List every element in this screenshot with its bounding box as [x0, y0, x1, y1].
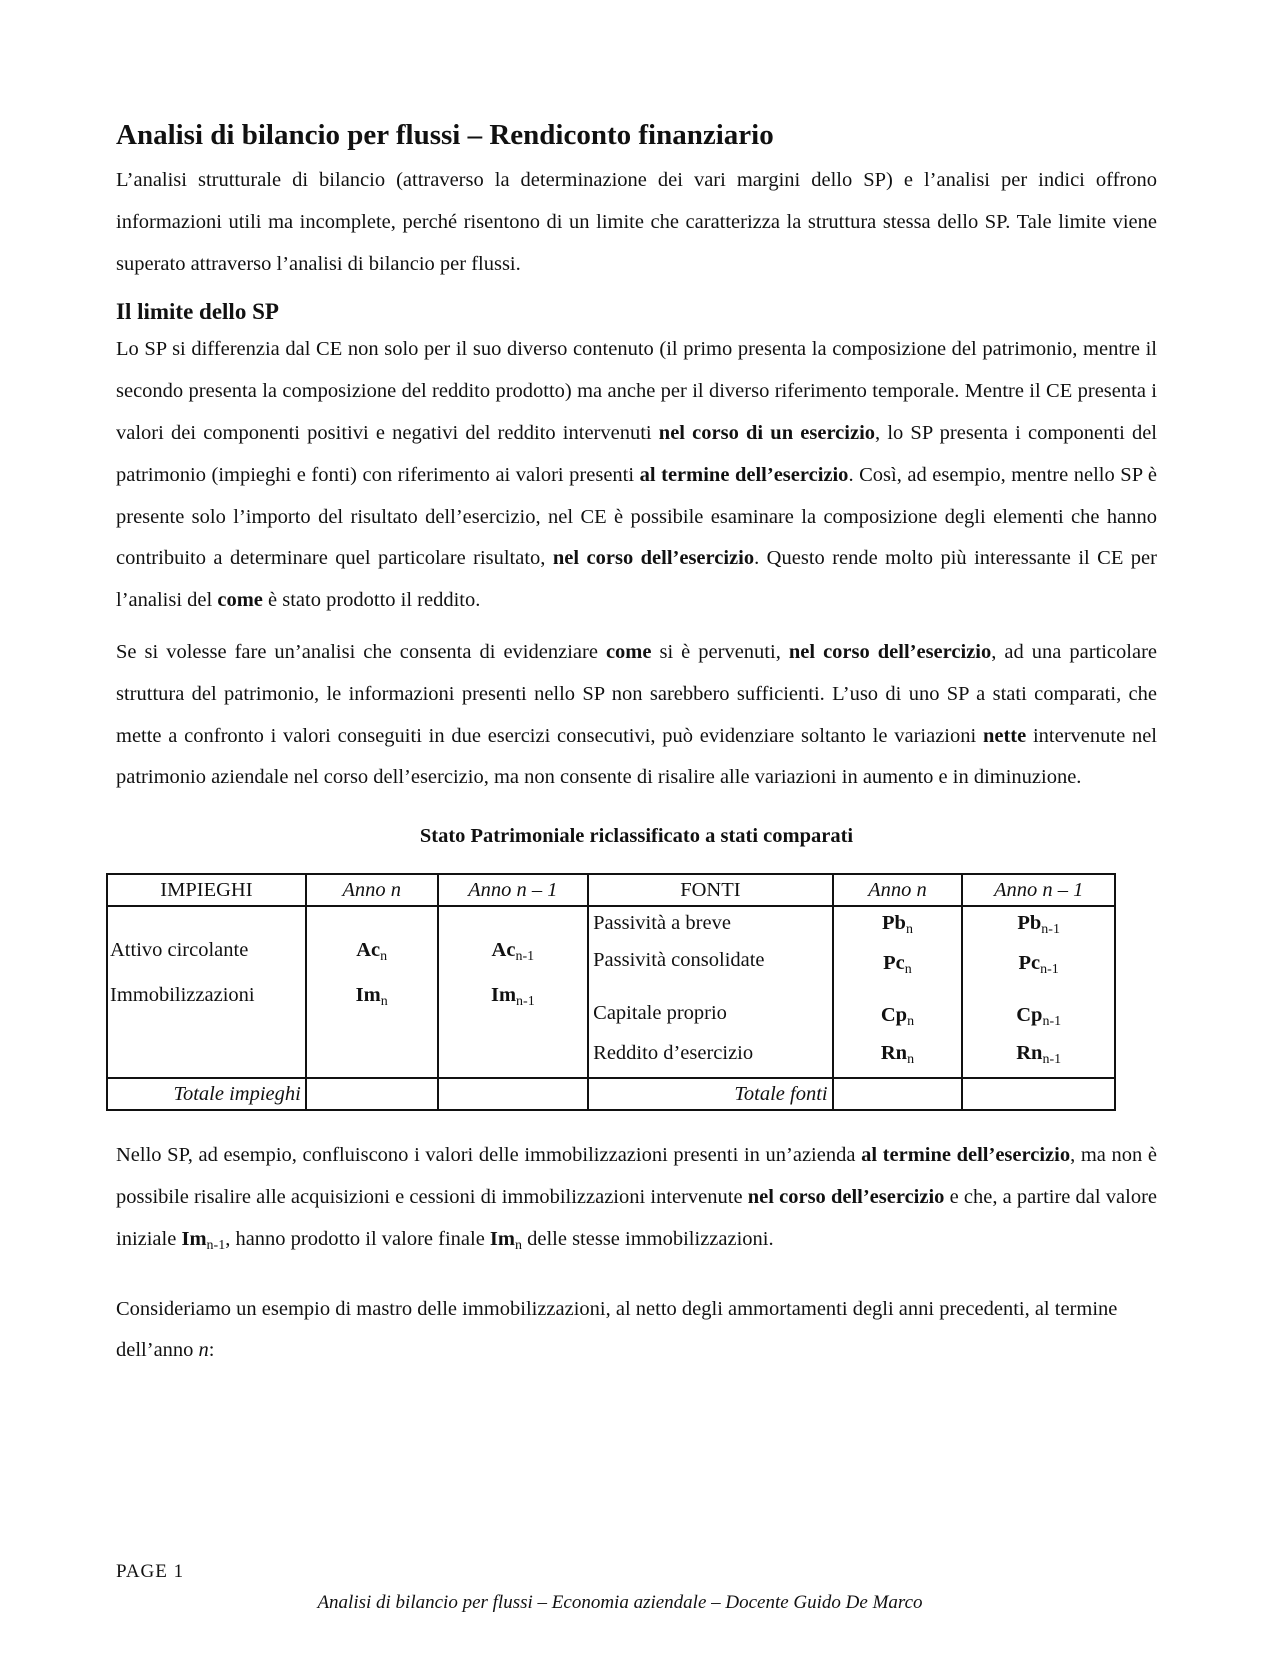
value-symbol: Im — [355, 984, 381, 1007]
value-symbol: Rn — [1016, 1042, 1043, 1065]
impieghi-labels — [107, 906, 306, 1078]
table-caption: Stato Patrimoniale riclassificato a stati comparati — [419, 825, 854, 848]
total-impieghi-anno-n — [306, 1078, 438, 1110]
total-impieghi-anno-n-1 — [438, 1078, 589, 1110]
value-symbol: Ac — [356, 939, 381, 962]
header-anno-n-1-fonti: Anno n – 1 — [962, 874, 1115, 906]
header-anno-n-1: Anno n – 1 — [438, 874, 589, 906]
table-total-row — [107, 1078, 1115, 1110]
impieghi-anno-n-1: $Ac_{n-1}$ $Im_{n-1}$ — [438, 906, 589, 1078]
value-symbol: Pc — [1018, 952, 1041, 975]
intro-paragraph: L’analisi strutturale di bilancio (attraverso la determinazione dei vari margini dello SP) e l’analisi per indici offrono informazioni utili ma incomplete, perché risentono di un limite che caratterizza la struttura stessa dello SP. Tale limite viene superato attraverso l’analisi di bilancio per flussi. — [116, 169, 1157, 275]
total-fonti: Totale fonti — [588, 1078, 832, 1110]
header-anno-n-fonti: Anno n — [833, 874, 963, 906]
value-symbol: Rn — [880, 1042, 908, 1065]
balance-sheet-table — [106, 873, 1116, 1111]
footer-note: Analisi di bilancio per flussi – Economia aziendale – Docente Guido De Marco — [317, 1592, 923, 1613]
impieghi-label: Attivo circolante — [110, 939, 249, 962]
table-header-row — [107, 874, 1115, 906]
paragraph-sp-limit: Lo SP si differenzia dal CE non solo per il suo diverso contenuto (il primo presenta la composizione del patrimonio, mentre il secondo presenta la composizione del reddito prodotto) ma anche per il diverso riferimento temporale. Mentre il CE presenta i valori dei componenti positivi e negativi del reddito intervenuti nel corso di un esercizio, lo SP presenta i componenti del patrimonio (impieghi e fonti) con riferimento ai valori presenti al termine dell’esercizio. Così, ad esempio, mentre nello SP è presente solo l’importo del risultato dell’esercizio, nel CE è possibile esaminare la composizione degli elementi che hanno contribuito a determinare quel particolare risultato, nel corso dell’esercizio. Questo rende molto più interessante il CE per l’analisi del come è stato prodotto il reddito. — [116, 338, 1158, 612]
value-symbol: Pb — [1017, 912, 1042, 935]
fonti-anno-n: $Pb_n$ $Pc_n$ $Cp_n$ $Rn_n$ — [833, 906, 963, 1078]
fonti-label: Reddito d’esercizio — [593, 1042, 754, 1065]
header-anno-n: Anno n — [306, 874, 438, 906]
total-fonti-anno-n — [833, 1078, 963, 1110]
fonti-anno-n-1: $Pb_{n-1}$ $Pc_{n-1}$ $Cp_{n-1}$ $Rn_{n-1}$ — [962, 906, 1115, 1078]
total-impieghi: Totale impieghi — [107, 1078, 306, 1110]
header-fonti: FONTI — [588, 874, 832, 906]
paragraph-comparative: Se si volesse fare un’analisi che consenta di evidenziare come si è pervenuti, nel corso dell’esercizio, ad una particolare struttura del patrimonio, le informazioni presenti nello SP non sarebbero sufficienti. L’uso di uno SP a stati comparati, che mette a confronto i valori conseguiti in due esercizi consecutivi, può evidenziare soltanto le variazioni nette intervenute nel patrimonio aziendale nel corso dell’esercizio, ma non consente di risalire alle variazioni in aumento e in diminuzione. — [116, 640, 1158, 789]
paragraph-immobilizzazioni: Nello SP, ad esempio, confluiscono i valori delle immobilizzazioni presenti in un’azienda al termine dell’esercizio, ma non è possibile risalire alle acquisizioni e cessioni di immobilizzazioni intervenute nel corso dell’esercizio e che, a partire dal valore iniziale $Im_{n-1}$, hanno prodotto il valore finale $Im_n$ delle stesse immobilizzazioni. — [116, 1144, 1158, 1253]
table-body-row — [107, 906, 1115, 1078]
paragraph-mastro: Consideriamo un esempio di mastro delle immobilizzazioni, al netto degli ammortamenti degli anni precedenti, al termine dell’anno n: — [116, 1297, 1118, 1362]
fonti-label: Capitale proprio — [593, 1002, 727, 1025]
value-symbol: Pb — [882, 912, 906, 935]
section-title: Il limite dello SP — [116, 299, 279, 325]
impieghi-anno-n: $Ac_n$ $Im_n$ — [306, 906, 438, 1078]
fonti-label: Passività consolidate — [593, 949, 765, 972]
value-symbol: Cp — [1016, 1004, 1043, 1027]
page-title: Analisi di bilancio per flussi – Rendiconto finanziario — [116, 119, 774, 151]
value-symbol: Pc — [883, 952, 905, 975]
header-impieghi: IMPIEGHI — [107, 874, 306, 906]
value-symbol: Im — [490, 984, 517, 1007]
value-symbol: Ac — [491, 939, 516, 962]
total-fonti-anno-n-1 — [962, 1078, 1115, 1110]
page-number: PAGE 1 — [116, 1561, 185, 1582]
impieghi-label: Immobilizzazioni — [110, 984, 255, 1007]
document-page — [110, 116, 1158, 1372]
fonti-label: Passività a breve — [593, 912, 731, 935]
fonti-labels — [588, 906, 832, 1078]
value-symbol: Cp — [880, 1004, 908, 1027]
